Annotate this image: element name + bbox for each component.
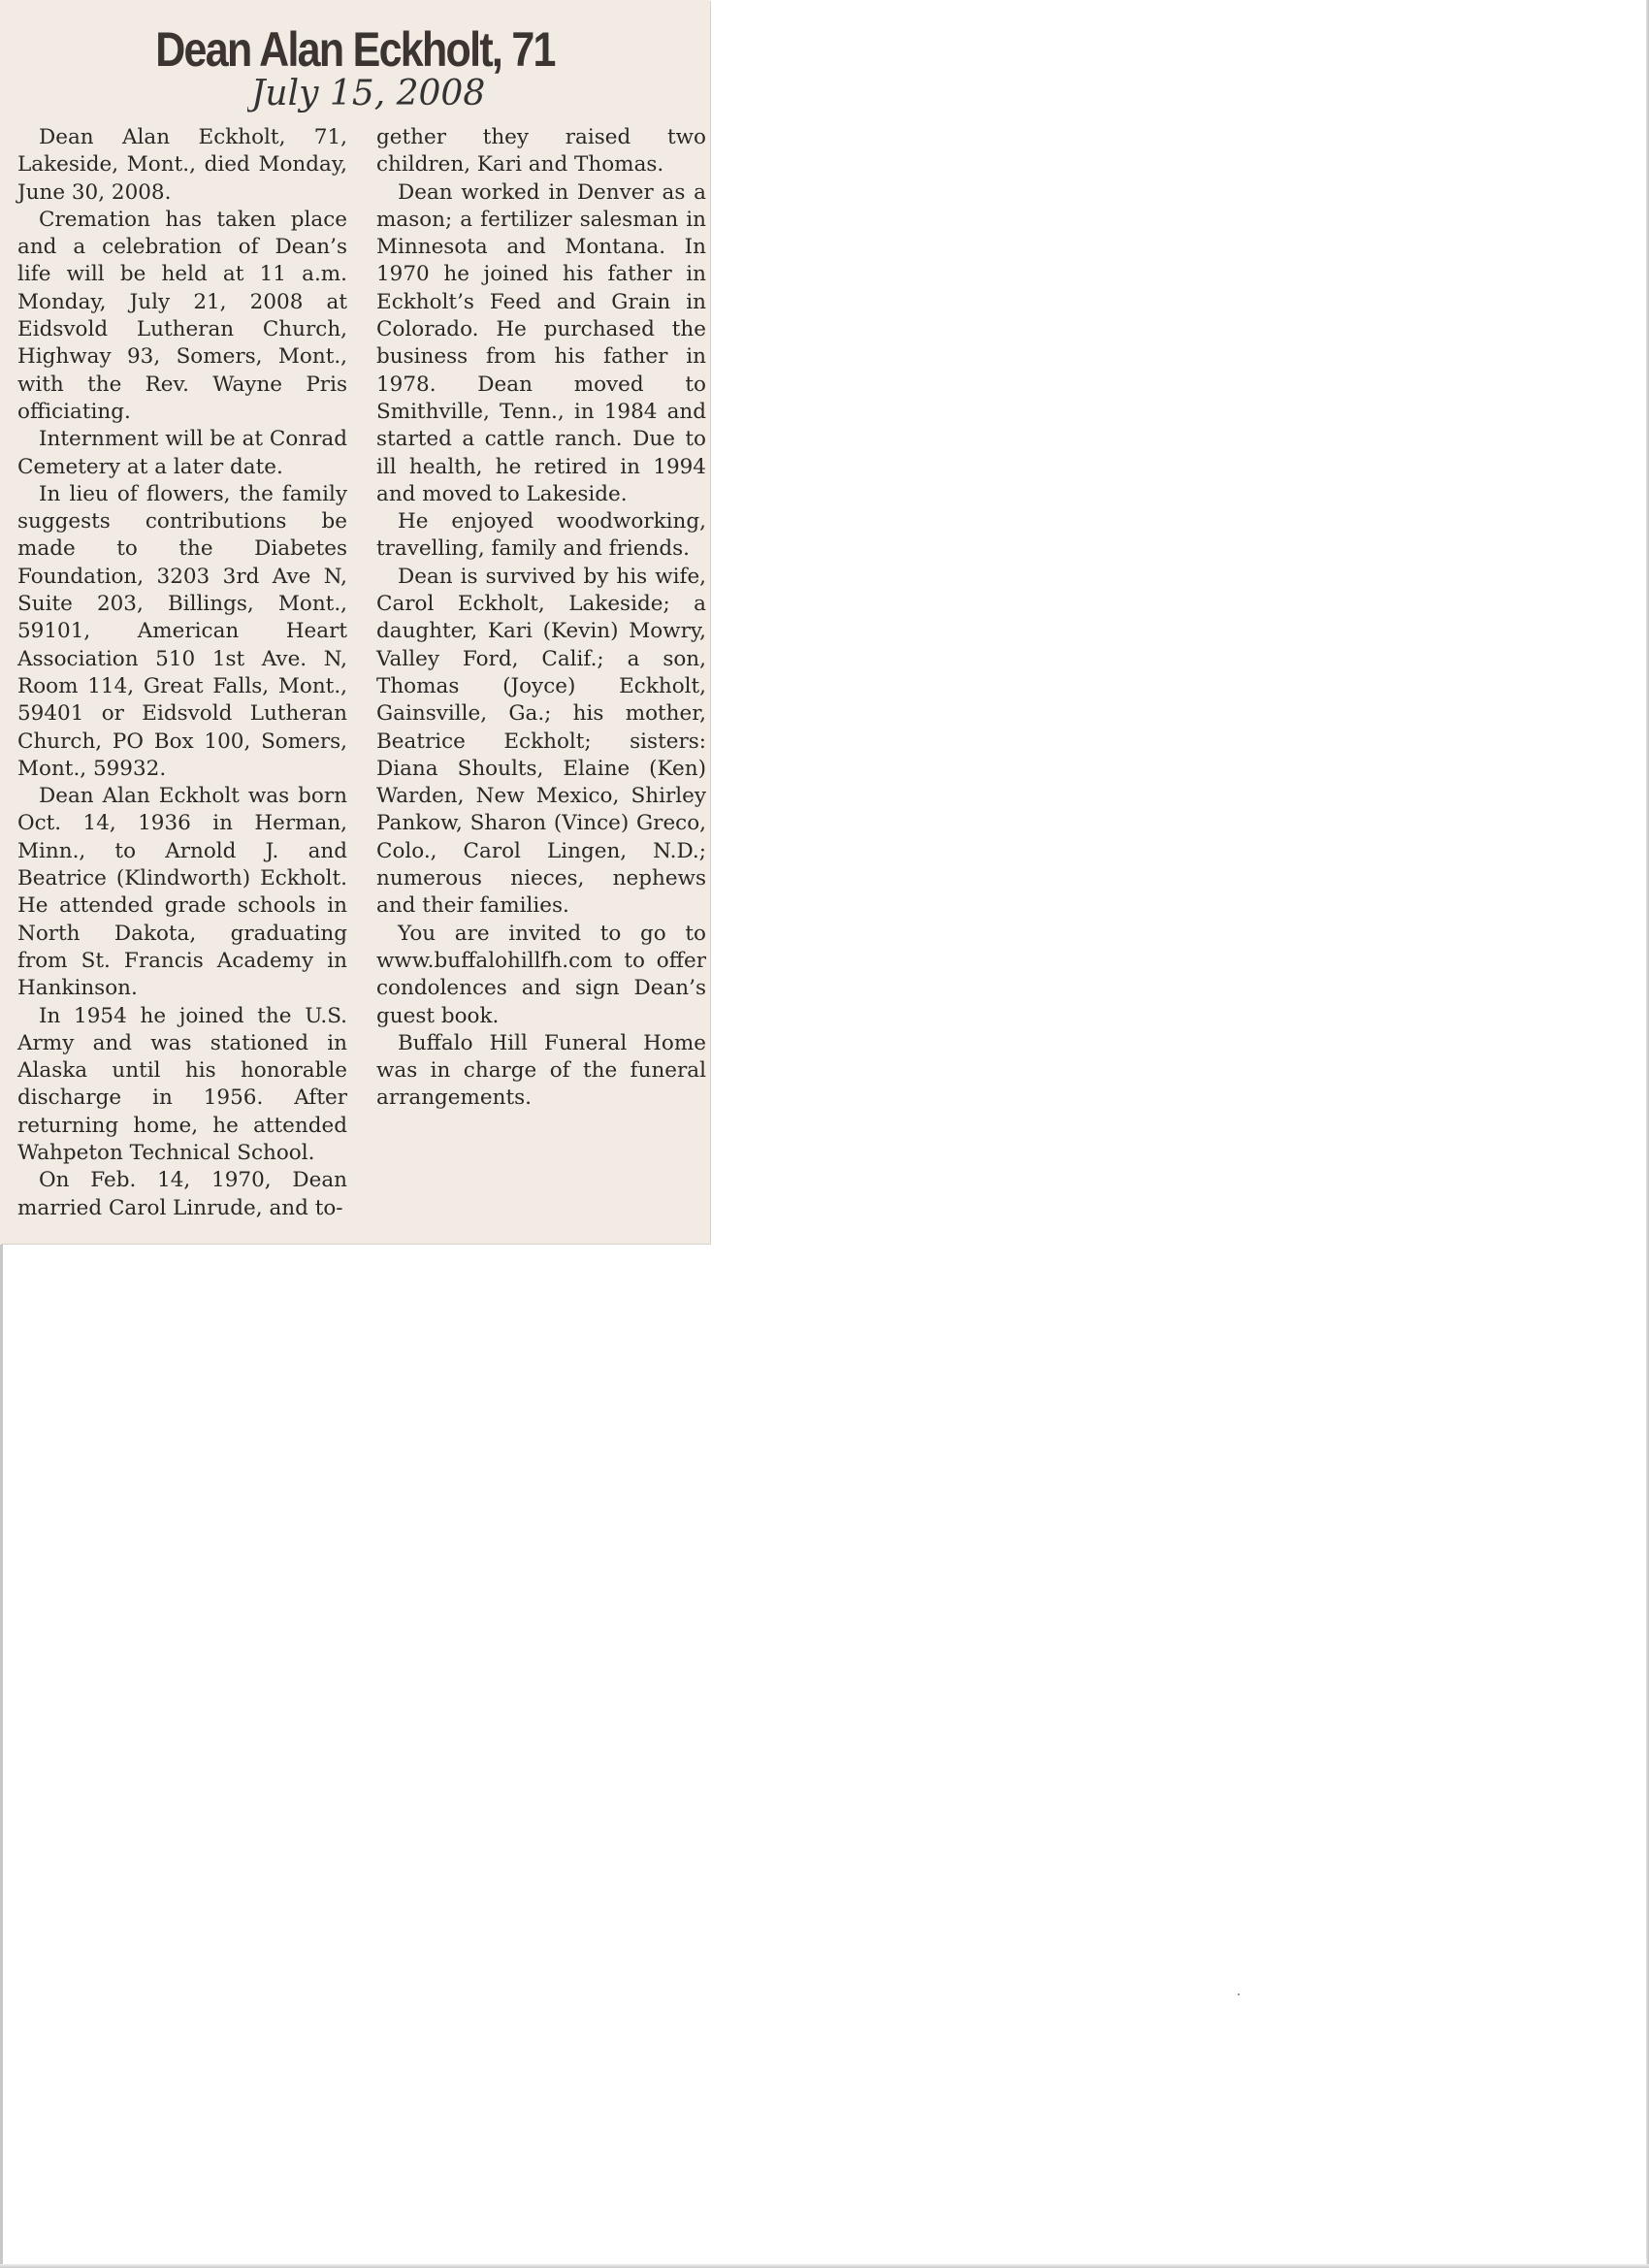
- paragraph: Dean worked in Denver as a mason; a fertilizer salesman in Minnesota and Montana. In 1970 he joined his father in Eckholt’s Feed and Grain in Colorado. He purchased the business from his father in 1978. Dean moved to Smithville, Tenn., in 1984 and started a cattle ranch. Due to ill health, he retired in 1994 and moved to Lakeside.: [376, 179, 706, 506]
- page-edge-left: [0, 1245, 3, 2268]
- paragraph: Dean Alan Eckholt was born Oct. 14, 1936 in Herman, Minn., to Arnold J. and Beatrice (Klindworth) Eckholt. He attended grade schools in North Dakota, graduating from St. Francis Academy in Hankinson.: [17, 784, 347, 1001]
- paragraph-continued: gether they raised two children, Kari and Thomas.: [376, 125, 706, 178]
- obituary-title: Dean Alan Eckholt, 71: [155, 22, 555, 77]
- paragraph: You are invited to go to www.buffalohillfh.com to offer condolences and sign Dean’s guest book.: [376, 921, 706, 1028]
- paragraph: Dean is survived by his wife, Carol Eckholt, Lakeside; a daughter, Kari (Kevin) Mowry, Valley Ford, Calif.; a son, Thomas (Joyce) Eckholt, Gainsville, Ga.; his mother, Beatrice Eckholt; sisters: Diana Shoults, Elaine (Ken) Warden, New Mexico, Shirley Pankow, Sharon (Vince) Greco, Colo., Carol Lingen, N.D.; numerous nieces, nephews and their families.: [376, 564, 706, 919]
- paragraph: He enjoyed woodworking, travelling, family and friends.: [376, 509, 706, 562]
- paragraph: Buffalo Hill Funeral Home was in charge of the funeral arrangements.: [376, 1030, 706, 1111]
- paragraph: Internment will be at Conrad Cemetery at a later date.: [17, 427, 347, 479]
- handwritten-date-text: July 15, 2008: [251, 74, 486, 113]
- handwritten-date: [247, 68, 558, 116]
- page-edge-bottom: [0, 2264, 1649, 2268]
- paragraph: In lieu of flowers, the family suggests contributions be made to the Diabetes Foundation, 3203 3rd Ave N, Suite 203, Billings, Mont., 59101, American Heart Association 510 1st Ave. N, Room 114, Great Falls, Mont., 59401 or Eidsvold Lutheran Church, PO Box 100, Somers, Mont., 59932.: [17, 481, 347, 781]
- right-column: [376, 124, 706, 1113]
- paragraph: Dean Alan Eckholt, 71, Lakeside, Mont., died Monday, June 30, 2008.: [17, 125, 347, 205]
- left-column: [17, 124, 347, 1222]
- paragraph: Cremation has taken place and a celebration of Dean’s life will be held at 11 a.m. Monday, July 21, 2008 at Eidsvold Lutheran Church, Highway 93, Somers, Mont., with the Rev. Wayne Pris officiating.: [17, 207, 347, 424]
- paragraph: On Feb. 14, 1970, Dean married Carol Linrude, and to-: [17, 1168, 347, 1220]
- newspaper-clipping: [0, 0, 710, 1244]
- paragraph: In 1954 he joined the U.S. Army and was stationed in Alaska until his honorable discharge in 1956. After returning home, he attended Wahpeton Technical School.: [17, 1003, 347, 1165]
- scan-speck: [1238, 1993, 1240, 1995]
